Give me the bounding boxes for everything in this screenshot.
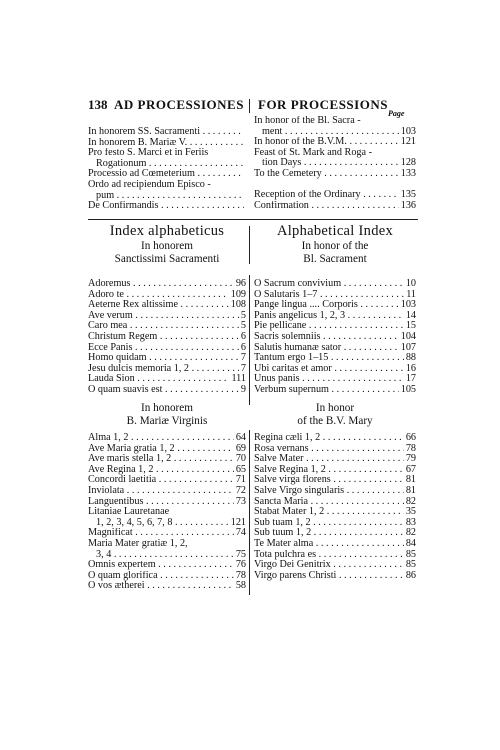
hymn-entry-title: Ubi caritas et amor . . . xyxy=(254,364,404,375)
hymn-entry-title: Unus panis . . . xyxy=(254,374,404,385)
procession-entry-title: pum . . . xyxy=(96,191,244,202)
hymn-entry-page: 7 xyxy=(240,352,246,364)
hymn-entry-page: 58 xyxy=(235,580,246,592)
hymn-entry-title: Sacris solemniis . . . xyxy=(254,332,399,343)
hymn-entry xyxy=(88,353,246,364)
virgin-latin-subtitle: In honorem xyxy=(141,402,193,414)
hymn-entry-page: 111 xyxy=(231,373,246,385)
hymn-entry-title: Sub tuam 1, 2 . . . xyxy=(254,518,404,529)
hymn-entry-page: 6 xyxy=(240,341,246,353)
processions-english-list xyxy=(254,116,416,211)
hymn-entry-title: Maria Mater gratiæ 1, 2, xyxy=(88,538,188,549)
virgin-latin-subtitle-2: B. Mariæ Virginis xyxy=(126,415,208,427)
hymn-entry-page: 75 xyxy=(235,548,246,560)
hymn-entry-page: 79 xyxy=(405,453,416,465)
hymn-entry-title: Pange lingua .... Corporis . . . xyxy=(254,300,399,311)
hymn-entry xyxy=(254,300,416,311)
hymn-entry-title: Aeterne Rex altissime . . . xyxy=(88,300,229,311)
hymn-entry-title: Homo quidam . . . xyxy=(88,353,239,364)
procession-entry-page: 128 xyxy=(400,157,416,169)
hymn-entry xyxy=(88,374,246,385)
index-latin-title: Index alphabeticus xyxy=(109,223,225,239)
hymn-entry xyxy=(254,374,416,385)
hymn-entry-title: Salve Virgo singularis . . . xyxy=(254,486,404,497)
procession-entry-title: De Confirmandis . . . xyxy=(88,201,244,212)
procession-entry-title: In honor of the B.V.M. . . . xyxy=(254,137,399,148)
virgin-latin-list xyxy=(88,433,246,592)
hymn-entry xyxy=(88,550,246,561)
hymn-entry xyxy=(254,311,416,322)
virgin-english-subtitle: In honor xyxy=(315,402,355,414)
hymn-entry-title: Litaniae Lauretanae xyxy=(88,507,170,518)
header-divider xyxy=(249,99,250,113)
procession-entry-page xyxy=(244,138,246,149)
procession-entry xyxy=(88,159,246,170)
hymn-entry-title: O Sacrum convivium . . . xyxy=(254,279,404,290)
hymn-entry-title: O Salutaris 1–7 . . . xyxy=(254,290,404,301)
section-rule xyxy=(88,219,418,220)
hymn-entry xyxy=(254,475,416,486)
running-head-english: FOR PROCESSIONS xyxy=(258,97,388,112)
hymn-entry xyxy=(254,321,416,332)
procession-entry xyxy=(88,138,246,149)
hymn-entry-page: 81 xyxy=(405,474,416,486)
hymn-entry-title: Languentibus . . . xyxy=(88,497,234,508)
index-title-divider xyxy=(249,226,250,264)
hymn-entry-page: 5 xyxy=(240,309,246,321)
hymn-entry-page: 104 xyxy=(400,330,416,342)
procession-entry-title: In honorem SS. Sacramenti . . . xyxy=(88,127,244,138)
procession-entry xyxy=(88,169,246,180)
procession-entry xyxy=(254,127,416,138)
hymn-entry xyxy=(254,528,416,539)
hymn-entry-page: 96 xyxy=(235,278,246,289)
hymn-entry-title: Ave Maria gratia 1, 2 . . . xyxy=(88,444,234,455)
hymn-entry-title: Salve virga florens . . . xyxy=(254,475,404,486)
procession-entry-title: Pro festo S. Marci et in Feriis xyxy=(88,148,209,159)
procession-entry-page xyxy=(244,159,246,170)
hymn-entry xyxy=(88,343,246,354)
index-latin-subtitle-2: Sanctissimi Sacramenti xyxy=(114,253,220,265)
hymn-entry-title: Rosa vernans . . . xyxy=(254,444,404,455)
procession-entry xyxy=(88,148,246,159)
hymn-entry-page: 108 xyxy=(230,299,246,311)
hymn-entry-title: Alma 1, 2 . . . xyxy=(88,433,234,444)
hymn-entry xyxy=(88,528,246,539)
hymn-entry-page: 70 xyxy=(235,453,246,465)
virgin-latin-heading xyxy=(88,402,246,428)
hymn-entry-title: 3, 4 . . . xyxy=(96,550,234,561)
virgin-english-subtitle-2: of the B.V. Mary xyxy=(297,415,373,427)
hymn-entry-page: 82 xyxy=(405,495,416,507)
procession-entry-title: To the Cemetery . . . xyxy=(254,169,399,180)
hymn-entry-page: 72 xyxy=(235,484,246,496)
hymn-entry-title: 1, 2, 3, 4, 5, 6, 7, 8 . . . xyxy=(96,518,229,529)
procession-entry-page xyxy=(244,191,246,202)
procession-entry-title: Feast of St. Mark and Roga - xyxy=(254,147,372,158)
hymn-entry-page: 74 xyxy=(235,527,246,539)
hymn-entry-title: Inviolata . . . xyxy=(88,486,234,497)
hymn-entry-title: Virgo Dei Genitrix . . . xyxy=(254,560,404,571)
hymn-entry xyxy=(88,332,246,343)
hymn-entry-page: 83 xyxy=(405,516,416,528)
procession-entry xyxy=(254,201,416,212)
hymn-entry-page: 10 xyxy=(405,278,416,289)
hymn-entry xyxy=(254,571,416,582)
hymn-entry xyxy=(254,353,416,364)
hymn-entry-page: 35 xyxy=(405,506,416,518)
hymn-entry-title: Ecce Panis . . . xyxy=(88,343,239,354)
hymn-entry-title: Omnis expertem . . . xyxy=(88,560,234,571)
hymn-entry xyxy=(88,486,246,497)
virgin-english-list xyxy=(254,433,416,581)
hymn-entry-page xyxy=(244,539,246,550)
hymn-entry-page: 17 xyxy=(405,373,416,385)
hymn-entry-page: 103 xyxy=(400,299,416,311)
hymn-entry xyxy=(88,300,246,311)
hymn-entry-title: Sub tuum 1, 2 . . . xyxy=(254,528,404,539)
procession-entry-page xyxy=(244,127,246,138)
hymn-entry-title: Salve Regina 1, 2 . . . xyxy=(254,465,404,476)
hymn-entry xyxy=(88,518,246,529)
hymn-entry xyxy=(88,465,246,476)
hymn-entry-page: 121 xyxy=(230,516,246,528)
procession-entry-title: In honorem B. Mariæ V. . . . xyxy=(88,138,244,149)
hymn-entry-page: 107 xyxy=(400,341,416,353)
hymn-entry-page: 67 xyxy=(405,463,416,475)
procession-entry-page xyxy=(244,169,246,180)
hymn-entry-title: Stabat Mater 1, 2 . . . xyxy=(254,507,404,518)
hymn-entry-page: 84 xyxy=(405,537,416,549)
hymn-entry-title: Magnificat . . . xyxy=(88,528,234,539)
index-english-subtitle-2: Bl. Sacrament xyxy=(303,253,367,265)
hymn-entry-page: 66 xyxy=(405,432,416,443)
hymn-entry-title: Adoremus . . . xyxy=(88,279,234,290)
hymn-entry-title: Caro mea . . . xyxy=(88,321,239,332)
hymn-entry-title: Tantum ergo 1–15 . . . xyxy=(254,353,404,364)
hymn-entry xyxy=(254,560,416,571)
hymn-entry-title: Tota pulchra es . . . xyxy=(254,550,404,561)
hymn-entry xyxy=(88,321,246,332)
procession-entry xyxy=(88,201,246,212)
index-english-heading xyxy=(254,223,416,266)
hymn-entry-title: Virgo parens Christi . . . xyxy=(254,571,404,582)
hymn-entry-title: Ave maris stella 1, 2 . . . xyxy=(88,454,234,465)
hymn-entry xyxy=(254,497,416,508)
hymn-entry xyxy=(88,364,246,375)
hymn-entry xyxy=(254,343,416,354)
hymn-entry-page: 82 xyxy=(405,527,416,539)
procession-entry xyxy=(254,180,416,191)
hymn-entry xyxy=(254,454,416,465)
hymn-entry xyxy=(254,550,416,561)
procession-entry-page xyxy=(244,148,246,159)
hymn-entry xyxy=(88,454,246,465)
procession-entry-page: 136 xyxy=(400,199,416,211)
hymn-entry-page: 88 xyxy=(405,352,416,364)
procession-entry xyxy=(88,180,246,191)
hymn-entry-page: 15 xyxy=(405,320,416,332)
procession-entry xyxy=(88,127,246,138)
hymn-entry-title: Concordi laetitia . . . xyxy=(88,475,234,486)
hymn-entry-title: Jesu dulcis memoria 1, 2 . . . xyxy=(88,364,239,375)
procession-entry xyxy=(254,148,416,159)
hymn-entry-title: Sancta Maria . . . xyxy=(254,497,404,508)
hymn-entry-page: 78 xyxy=(405,442,416,454)
hymn-entry-title: Ave verum . . . xyxy=(88,311,239,322)
procession-entry-title: Confirmation . . . xyxy=(254,201,399,212)
procession-entry xyxy=(254,158,416,169)
procession-entry-page: 135 xyxy=(400,189,416,201)
hymn-entry-page: 65 xyxy=(235,463,246,475)
hymn-entry xyxy=(88,444,246,455)
hymn-entry xyxy=(88,497,246,508)
index-latin-subtitle: In honorem xyxy=(141,240,193,252)
hymn-entry-page: 69 xyxy=(235,442,246,454)
procession-entry-page: 103 xyxy=(400,125,416,137)
hymn-entry-title: Regina cæli 1, 2 . . . xyxy=(254,433,404,444)
hymn-entry xyxy=(254,518,416,529)
hymn-entry-title: Panis angelicus 1, 2, 3 . . . xyxy=(254,311,404,322)
hymn-entry-title: Ave Regina 1, 2 . . . xyxy=(88,465,234,476)
hymn-entry-page: 14 xyxy=(405,309,416,321)
procession-entry xyxy=(254,190,416,201)
hymn-entry xyxy=(88,507,246,518)
hymn-entry-page: 105 xyxy=(400,383,416,395)
hymn-entry-page: 5 xyxy=(240,320,246,332)
hymn-entry-title: O quam glorifica . . . xyxy=(88,571,234,582)
hymn-entry xyxy=(254,486,416,497)
hymn-entry-title: Lauda Sion . . . xyxy=(88,374,229,385)
index-english-title: Alphabetical Index xyxy=(276,223,394,239)
hymn-entry-page: 85 xyxy=(405,548,416,560)
procession-entry xyxy=(254,116,416,127)
index-english-subtitle: In honor of the xyxy=(301,240,369,252)
page-column-label: Page xyxy=(388,109,405,118)
hymn-entry xyxy=(254,507,416,518)
hymn-entry xyxy=(254,290,416,301)
hymn-entry-page: 78 xyxy=(235,569,246,581)
hymn-entry-page: 16 xyxy=(405,362,416,374)
hymn-entry-page: 85 xyxy=(405,559,416,571)
page-number: 138 xyxy=(88,97,108,112)
hymn-entry xyxy=(254,332,416,343)
hymn-entry-page: 81 xyxy=(405,484,416,496)
processions-latin-list xyxy=(88,127,246,212)
procession-entry-page: 133 xyxy=(400,167,416,179)
hymn-entry-page: 71 xyxy=(235,474,246,486)
virgin-english-heading xyxy=(254,402,416,428)
running-head-latin: AD PROCESSIONES xyxy=(114,97,244,112)
hymn-entry xyxy=(88,279,246,290)
procession-entry-title: ment . . . xyxy=(262,127,399,138)
hymn-entry xyxy=(254,279,416,290)
hymn-entry-title: O vos ætherei . . . xyxy=(88,581,234,592)
procession-entry-page xyxy=(414,116,416,127)
hymn-entry-page: 7 xyxy=(240,362,246,374)
procession-entry-title: tion Days . . . xyxy=(262,158,399,169)
hymn-entry xyxy=(88,560,246,571)
hymn-entry xyxy=(88,433,246,444)
procession-entry-page xyxy=(244,180,246,191)
hymn-entry-page: 109 xyxy=(230,288,246,300)
hymn-entry-title: Adoro te . . . xyxy=(88,290,229,301)
hymn-entry xyxy=(88,581,246,592)
procession-entry-title: In honor of the Bl. Sacra - xyxy=(254,116,361,126)
hymn-entry xyxy=(254,465,416,476)
procession-entry xyxy=(254,169,416,180)
hymn-entry xyxy=(88,539,246,550)
index-latin-heading xyxy=(88,223,246,266)
hymn-entry-page: 6 xyxy=(240,330,246,342)
hymn-entry-page: 76 xyxy=(235,559,246,571)
hymn-entry-title: Salutis humanæ sator . . . xyxy=(254,343,399,354)
hymn-entry-title: Christum Regem . . . xyxy=(88,332,239,343)
procession-entry xyxy=(254,137,416,148)
hymn-entry xyxy=(88,571,246,582)
hymn-entry-title: Verbum supernum . . . xyxy=(254,385,399,396)
hymn-entry-title: Salve Mater . . . xyxy=(254,454,404,465)
hymn-entry-page: 73 xyxy=(235,495,246,507)
sacrament-english-list xyxy=(254,279,416,396)
hymn-entry xyxy=(254,364,416,375)
hymn-entry xyxy=(254,385,416,396)
hymn-entry-title: Te Mater alma . . . xyxy=(254,539,404,550)
hymn-entry-title: Pie pellicane . . . xyxy=(254,321,404,332)
hymn-entry-page: 11 xyxy=(406,288,416,300)
hymn-entry-title: O quam suavis est . . . xyxy=(88,385,239,396)
virgin-divider xyxy=(249,430,250,595)
hymn-entry xyxy=(88,385,246,396)
procession-entry-title: Reception of the Ordinary . . . xyxy=(254,190,399,201)
hymn-entry xyxy=(88,290,246,301)
hymn-entry-page: 64 xyxy=(235,432,246,443)
procession-entry-page: 121 xyxy=(400,136,416,148)
procession-entry xyxy=(88,191,246,202)
procession-entry-page xyxy=(244,201,246,212)
hymn-entry xyxy=(88,475,246,486)
procession-entry-title: Rogationum . . . xyxy=(96,159,244,170)
sacrament-divider xyxy=(249,275,250,405)
procession-entry-title: Processio ad Cœmeterium . . . xyxy=(88,169,244,180)
hymn-entry-page: 86 xyxy=(405,569,416,581)
procession-entry-title: Ordo ad recipiendum Episco - xyxy=(88,179,211,190)
hymn-entry xyxy=(254,539,416,550)
procession-entry-title xyxy=(254,180,414,191)
hymn-entry xyxy=(88,311,246,322)
hymn-entry-page: 9 xyxy=(240,383,246,395)
hymn-entry xyxy=(254,433,416,444)
sacrament-latin-list xyxy=(88,279,246,396)
hymn-entry xyxy=(254,444,416,455)
